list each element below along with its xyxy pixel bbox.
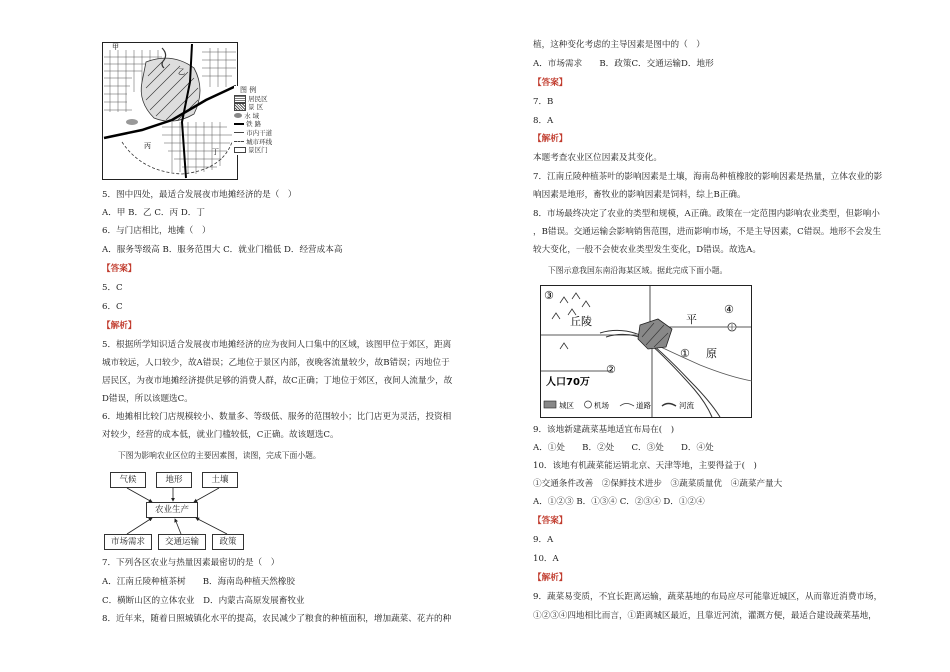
legend-item: 居民区 bbox=[234, 95, 294, 104]
answer-7: 7．B bbox=[533, 97, 554, 107]
question-9: 9．该地新建蔬菜基地适宜布局在( ) bbox=[533, 425, 675, 435]
explanation-8-line: 较大变化，一般不会使农业类型发生变化，D错误。故选A。 bbox=[533, 245, 761, 255]
question-8-line2: 植，这种变化考虑的主导因素是图中的（ ） bbox=[533, 40, 705, 50]
question-10: 10．该地有机蔬菜能运销北京、天津等地，主要得益于( ) bbox=[533, 461, 757, 471]
factor-box: 土壤 bbox=[202, 472, 238, 488]
answer-8: 8．A bbox=[533, 116, 554, 126]
analysis-label: 【解析】 bbox=[533, 573, 568, 583]
explanation-5-line: 5．根据所学知识适合发展夜市地摊经济的应为夜间人口集中的区域，该图甲位于郊区，距离 bbox=[102, 340, 452, 350]
label-plain-1: 平 bbox=[686, 313, 697, 326]
explanation-9-line: ①②③④四地相比而言，①距离城区最近，且靠近河流，灌溉方便，最适合建设蔬菜基地， bbox=[533, 611, 877, 621]
answer-10: 10．A bbox=[533, 554, 559, 564]
legend-river: 河流 bbox=[679, 401, 694, 410]
marker-3: ③ bbox=[544, 289, 554, 302]
answer-5: 5．C bbox=[102, 283, 123, 293]
question-10-options: A．①②③ B．①③④ C．②③④ D．①②④ bbox=[533, 497, 705, 507]
marker-2: ② bbox=[606, 363, 616, 376]
diagram-arrows bbox=[100, 486, 250, 536]
legend-item: 景 区 bbox=[234, 103, 294, 112]
explanation-intro: 本题考查农业区位因素及其变化。 bbox=[533, 153, 662, 163]
question-10-items: ①交通条件改善 ②保鲜技术进步 ③蔬菜质量优 ④蔬菜产量大 bbox=[533, 479, 783, 489]
factor-box: 市场需求 bbox=[104, 534, 152, 550]
question-8-line1: 8．近年来，随着日照城镇化水平的提高，农民减少了粮食的种植面积，增加蔬菜、花卉的种 bbox=[102, 614, 452, 624]
explanation-6-line: 对较少，经营的成本低，就业门槛较低，C正确。故该题选C。 bbox=[102, 430, 339, 440]
label-jia: 甲 bbox=[112, 43, 119, 51]
analysis-label: 【解析】 bbox=[533, 134, 568, 144]
intro-map2: 下图示意我国东南沿海某区域。据此完成下面小题。 bbox=[548, 266, 728, 275]
factor-box: 交通运输 bbox=[158, 534, 206, 550]
answer-label: 【答案】 bbox=[533, 516, 568, 526]
legend-road: 道路 bbox=[636, 401, 651, 410]
label-bing: 丙 bbox=[144, 142, 151, 150]
city-map-figure bbox=[102, 42, 238, 180]
question-7-options-cd: C．横断山区的立体农业 D．内蒙古高原发展畜牧业 bbox=[102, 596, 305, 606]
label-ding: 丁 bbox=[212, 148, 219, 156]
legend-item: 水 域 bbox=[234, 112, 294, 121]
explanation-5-line: 城市较远，人口较少，故A错误；乙地位于景区内部，夜晚客流量较少，故B错误；丙地位于 bbox=[102, 358, 450, 368]
coastal-region-map bbox=[540, 285, 752, 418]
legend-title: 图 例 bbox=[240, 86, 257, 94]
marker-1: ① bbox=[680, 347, 690, 360]
intro-diagram: 下图为影响农业区位的主要因素图，读图，完成下面小题。 bbox=[118, 451, 321, 460]
answer-9: 9．A bbox=[533, 535, 554, 545]
legend-item: 景区门 bbox=[234, 146, 294, 155]
marker-4: ④ bbox=[724, 303, 734, 316]
legend-item: 城市环线 bbox=[234, 138, 294, 147]
question-5: 5．图中四处，最适合发展夜市地摊经济的是（ ） bbox=[102, 190, 297, 200]
legend-item: 市内干道 bbox=[234, 129, 294, 138]
question-6: 6．与门店相比，地摊（ ） bbox=[102, 226, 211, 236]
explanation-8-line: 8．市场最终决定了农业的类型和规模，A正确。政策在一定范围内影响农业类型，但影响小 bbox=[533, 209, 880, 219]
explanation-7-line: 响因素是地形，畜牧业的影响因素是饲料，综上B正确。 bbox=[533, 190, 746, 200]
label-plain-2: 原 bbox=[706, 347, 717, 360]
explanation-5-line: D错误，所以该题选C。 bbox=[102, 394, 193, 404]
agri-production-box: 农业生产 bbox=[146, 502, 198, 518]
answer-label: 【答案】 bbox=[102, 264, 137, 274]
question-7-options-ab: A．江南丘陵种植茶树 B．海南岛种植天然橡胶 bbox=[102, 577, 295, 587]
explanation-7-line: 7．江南丘陵种植茶叶的影响因素是土壤，海南岛种植橡胶的影响因素是热量，立体农业的影 bbox=[533, 172, 883, 182]
map1-legend bbox=[234, 86, 294, 155]
question-9-options: A．①处 B．②处 C．③处 D．④处 bbox=[533, 443, 714, 453]
analysis-label: 【解析】 bbox=[102, 321, 137, 331]
question-5-options: A．甲 B．乙 C．丙 D．丁 bbox=[102, 208, 205, 218]
answer-6: 6．C bbox=[102, 302, 123, 312]
explanation-9-line: 9．蔬菜易变质，不宜长距离运输，蔬菜基地的布局应尽可能靠近城区，从而靠近消费市场， bbox=[533, 592, 883, 602]
explanation-5-line: 居民区，为夜市地摊经济提供足够的消费人群，故C正确；丁地位于郊区，夜间人流量少，故 bbox=[102, 376, 453, 386]
label-population: 人口70万 bbox=[546, 377, 590, 388]
label-yi: 乙 bbox=[178, 68, 185, 76]
question-6-options: A．服务等级高 B．服务范围大 C．就业门槛低 D．经营成本高 bbox=[102, 245, 343, 255]
label-hill: 丘陵 bbox=[570, 315, 592, 328]
factor-box: 地形 bbox=[156, 472, 192, 488]
question-8-options: A．市场需求 B．政策C．交通运输D．地形 bbox=[533, 59, 714, 69]
factor-box: 政策 bbox=[212, 534, 244, 550]
legend-item: 铁 路 bbox=[234, 120, 294, 129]
legend-airport: 机场 bbox=[594, 401, 609, 410]
factor-box: 气候 bbox=[110, 472, 146, 488]
explanation-8-line: ，B错误。交通运输会影响销售范围，进而影响市场，不是主导因素，C错误。地形不会发生 bbox=[533, 227, 882, 237]
explanation-6-line: 6．地摊相比较门店规模较小、数量多、等级低、服务的范围较小；比门店更为灵活，投资相 bbox=[102, 412, 452, 422]
question-7: 7．下列各区农业与热量因素最密切的是（ ） bbox=[102, 558, 280, 568]
legend-urban: 城区 bbox=[559, 401, 574, 410]
answer-label: 【答案】 bbox=[533, 78, 568, 88]
